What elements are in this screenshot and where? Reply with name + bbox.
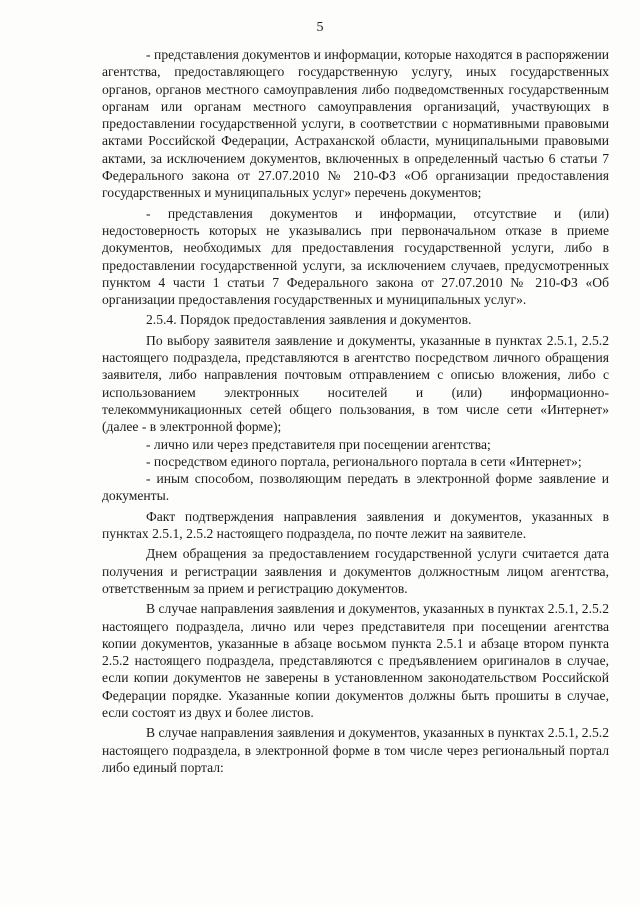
page-number: 5 xyxy=(316,20,324,35)
paragraph-requirement-documents-not-indicated: - представления документов и информации, отсутствие и (или) недостоверность которых не указывались при первоначальном отказе в приеме документов, необходимых для предоставления государственной услуги, либо в предоставлении государственной услуги, за исключением случаев, предусмотренных пунктом 4 части 1 статьи 7 Федерального закона от 27.07.2010 № 210-ФЗ «Об организации предоставления государственных и муниципальных услуг». xyxy=(102,205,609,308)
paragraph-electronic-submission: В случае направления заявления и документов, указанных в пунктах 2.5.1, 2.5.2 настоящего подраздела, в электронной форме в том числе через региональный портал либо единый портал: xyxy=(102,725,609,775)
document-body xyxy=(102,46,609,779)
section-heading-2-5-4: 2.5.4. Порядок предоставления заявления и документов. xyxy=(146,312,472,328)
paragraph-postal-confirmation: Факт подтверждения направления заявления и документов, указанных в пунктах 2.5.1, 2.5.2 настоящего подраздела, по почте лежит на заявителе. xyxy=(102,508,609,542)
paragraph-copies-with-originals: В случае направления заявления и документов, указанных в пунктах 2.5.1, 2.5.2 настоящего подраздела, лично или через представителя при посещении агентства копии документов, указанные в абзаце восьмом пункта 2.5.1 и абзаце втором пункта 2.5.2 настоящего подраздела, представляются с предъявлением оригиналов в случае, если копии документов не заверены в установленном законодательством Российской Федерации порядке. Указанные копии документов должны быть прошиты в случае, если состоят из двух и более листов. xyxy=(102,601,609,720)
list-item-portal: - посредством единого портала, регионального портала в сети «Интернет»; xyxy=(146,453,582,469)
paragraph-date-of-application: Днем обращения за предоставлением государственной услуги считается дата получения и регистрации заявления и документов должностным лицом агентства, ответственным за прием и регистрацию документов. xyxy=(102,546,609,596)
list-item-in-person: - лично или через представителя при посещении агентства; xyxy=(146,436,491,452)
paragraph-requirement-documents-in-possession: - представления документов и информации, которые находятся в распоряжении агентства, предоставляющего государственную услугу, иных государственных органов, органов местного самоуправления либо подведомственных государственным органам или органам местного самоуправления организаций, участвующих в предоставлении государственной услуги, в соответствии с нормативными правовыми актами Российской Федерации, Астраханской области, муниципальными правовыми актами, за исключением документов, включенных в определенный частью 6 статьи 7 Федерального закона от 27.07.2010 № 210-ФЗ «Об организации предоставления государственных и муниципальных услуг» перечень документов; xyxy=(102,47,609,201)
paragraph-submission-methods: По выбору заявителя заявление и документы, указанные в пунктах 2.5.1, 2.5.2 настоящего подраздела, представляются в агентство посредством личного обращения заявителя, либо направления почтовым отправлением с описью вложения, либо с использованием электронных носителей и (или) информационно-телекоммуникационных сетей общего пользования, в том числе сети «Интернет» (далее - в электронной форме); xyxy=(102,332,609,435)
list-item-other-electronic: - иным способом, позволяющим передать в электронной форме заявление и документы. xyxy=(102,471,609,504)
